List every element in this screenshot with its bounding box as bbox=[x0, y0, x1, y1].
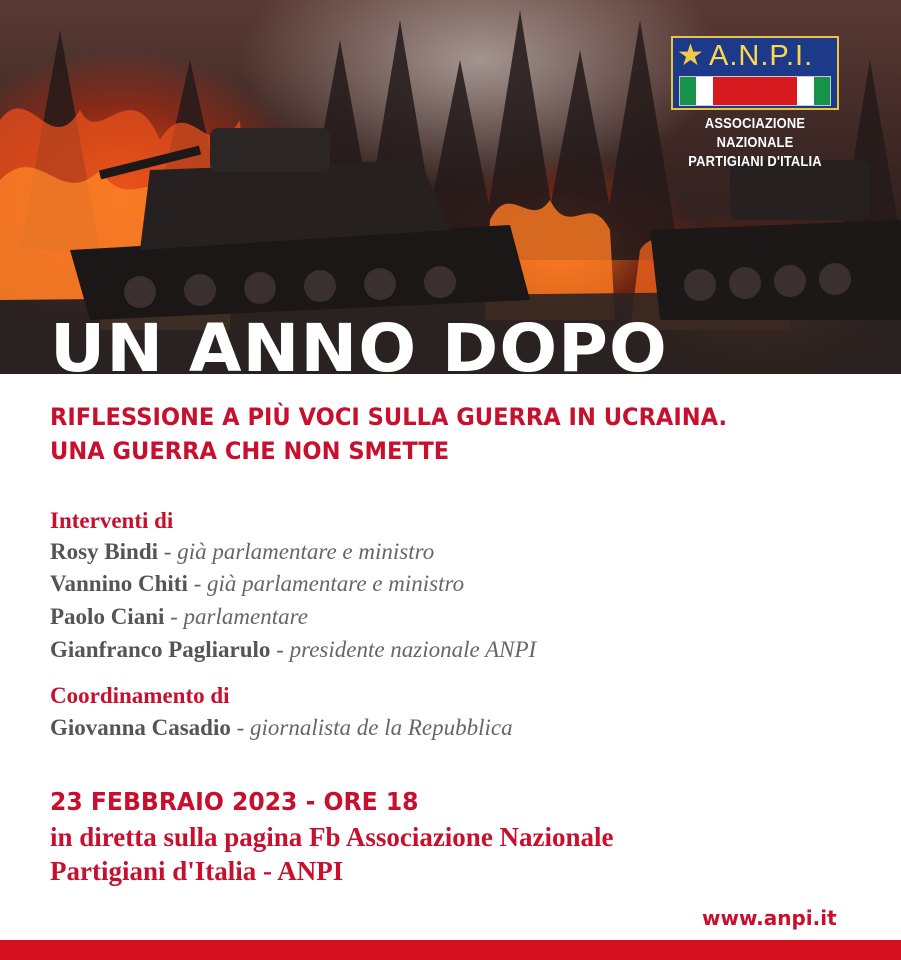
speaker-role: già parlamentare e ministro bbox=[207, 571, 465, 596]
subtitle bbox=[50, 400, 821, 468]
speaker-separator: - bbox=[187, 571, 208, 596]
right-tank bbox=[650, 160, 901, 320]
speaker-item bbox=[50, 635, 536, 665]
coordination-heading: Coordinamento di bbox=[50, 683, 230, 708]
coordinator-role: giornalista de la Repubblica bbox=[250, 715, 513, 740]
speaker-separator: - bbox=[158, 539, 178, 564]
page-title: UN ANNO DOPO bbox=[50, 310, 668, 374]
event-location-line2: Partigiani d'Italia - ANPI bbox=[50, 856, 344, 886]
anpi-logo bbox=[671, 36, 839, 110]
logo-caption bbox=[666, 114, 843, 171]
speaker-separator: - bbox=[270, 637, 290, 662]
italian-flags-icon bbox=[679, 76, 831, 106]
website-link[interactable]: www.anpi.it bbox=[702, 906, 837, 930]
event-date-time: 23 FEBBRAIO 2023 - ORE 18 bbox=[50, 787, 419, 816]
event-location bbox=[50, 820, 850, 888]
logo-acronym: A.N.P.I. bbox=[709, 40, 814, 72]
speaker-role: parlamentare bbox=[183, 604, 308, 629]
star-icon: ★ bbox=[677, 38, 704, 73]
logo-caption-line1: ASSOCIAZIONE NAZIONALE bbox=[704, 115, 806, 151]
speaker-separator: - bbox=[164, 604, 184, 629]
speaker-name: Rosy Bindi bbox=[50, 539, 159, 564]
logo-caption-line2: PARTIGIANI D'ITALIA bbox=[688, 153, 822, 170]
coordinator-name: Giovanna Casadio bbox=[50, 715, 231, 740]
event-location-line1: in diretta sulla pagina Fb Associazione Nazionale bbox=[50, 822, 614, 852]
coordinator-item bbox=[50, 713, 513, 743]
speaker-item bbox=[50, 569, 464, 599]
speaker-role: presidente nazionale ANPI bbox=[289, 637, 537, 662]
speaker-name: Paolo Ciani bbox=[50, 604, 165, 629]
footer-bar bbox=[0, 940, 901, 960]
coordinator-separator: - bbox=[230, 715, 251, 740]
subtitle-line1: RIFLESSIONE A PIÙ VOCI SULLA GUERRA IN UCRAINA. bbox=[50, 403, 728, 431]
hero-image bbox=[0, 0, 901, 374]
subtitle-line2: UNA GUERRA CHE NON SMETTE bbox=[50, 437, 450, 465]
speaker-name: Vannino Chiti bbox=[50, 571, 188, 596]
speaker-item bbox=[50, 602, 308, 632]
speaker-item bbox=[50, 537, 434, 567]
speaker-role: già parlamentare e ministro bbox=[177, 539, 435, 564]
speakers-heading: Interventi di bbox=[50, 508, 174, 533]
speaker-name: Gianfranco Pagliarulo bbox=[50, 637, 271, 662]
